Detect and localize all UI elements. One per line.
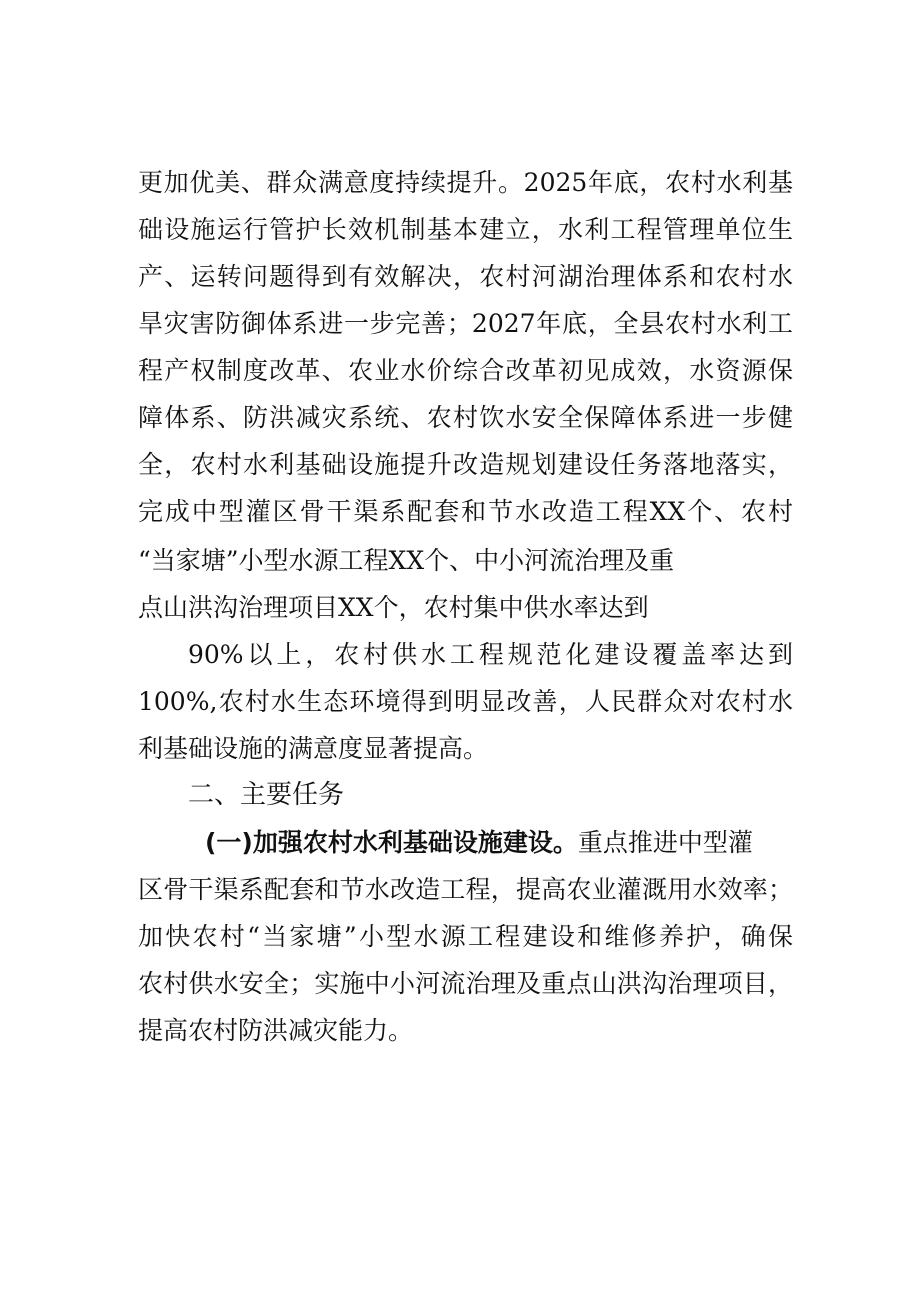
paragraph-3-line-4: 农村供水安全；实施中小河流治理及重点山洪沟治理项目，: [138, 969, 793, 998]
section-heading: 二、主要任务: [188, 780, 345, 810]
paragraph-3-line-5: 提高农村防洪减灾能力。: [138, 1016, 414, 1045]
paragraph-3-line-3: 加快农村“当家塘”小型水源工程建设和维修养护，确保: [138, 922, 793, 951]
paragraph-3-line-1: [205, 828, 793, 858]
paragraph-2-line-3: 利基础设施的满意度显著提高。: [138, 734, 489, 763]
paragraph-1-line-3: 产、运转问题得到有效解决，农村河湖治理体系和农村水: [138, 262, 793, 291]
subsection-title: (一)加强农村水利基础设施建设。: [205, 828, 578, 857]
paragraph-3-line-2: 区骨干渠系配套和节水改造工程，提高农业灌溉用水效率；: [138, 875, 793, 904]
paragraph-1-line-8: 完成中型灌区骨干渠系配套和节水改造工程XX个、农村: [138, 497, 793, 526]
paragraph-1-line-6: 障体系、防洪减灾系统、农村饮水安全保障体系进一步健: [138, 403, 793, 432]
paragraph-1-line-4: 旱灾害防御体系进一步完善；2027年底，全县农村水利工: [138, 309, 793, 338]
paragraph-1-line-1: 更加优美、群众满意度持续提升。2025年底，农村水利基: [138, 168, 793, 197]
paragraph-1-line-7: 全，农村水利基础设施提升改造规划建设任务落地落实，: [138, 450, 793, 479]
paragraph-1-line-5: 程产权制度改革、农业水价综合改革初见成效，水资源保: [138, 356, 793, 385]
paragraph-2-line-2: 100%,农村水生态环境得到明显改善，人民群众对农村水: [138, 687, 793, 716]
paragraph-2-line-1: 90%以上，农村供水工程规范化建设覆盖率达到: [188, 640, 793, 669]
paragraph-1-line-2: 础设施运行管护长效机制基本建立，水利工程管理单位生: [138, 215, 793, 244]
paragraph-1-line-10: 点山洪沟治理项目XX个，农村集中供水率达到: [138, 593, 649, 622]
paragraph-3-line-1-text: 重点推进中型灌: [577, 828, 753, 857]
paragraph-1-line-9: “当家塘”小型水源工程XX个、中小河流治理及重: [138, 546, 675, 575]
